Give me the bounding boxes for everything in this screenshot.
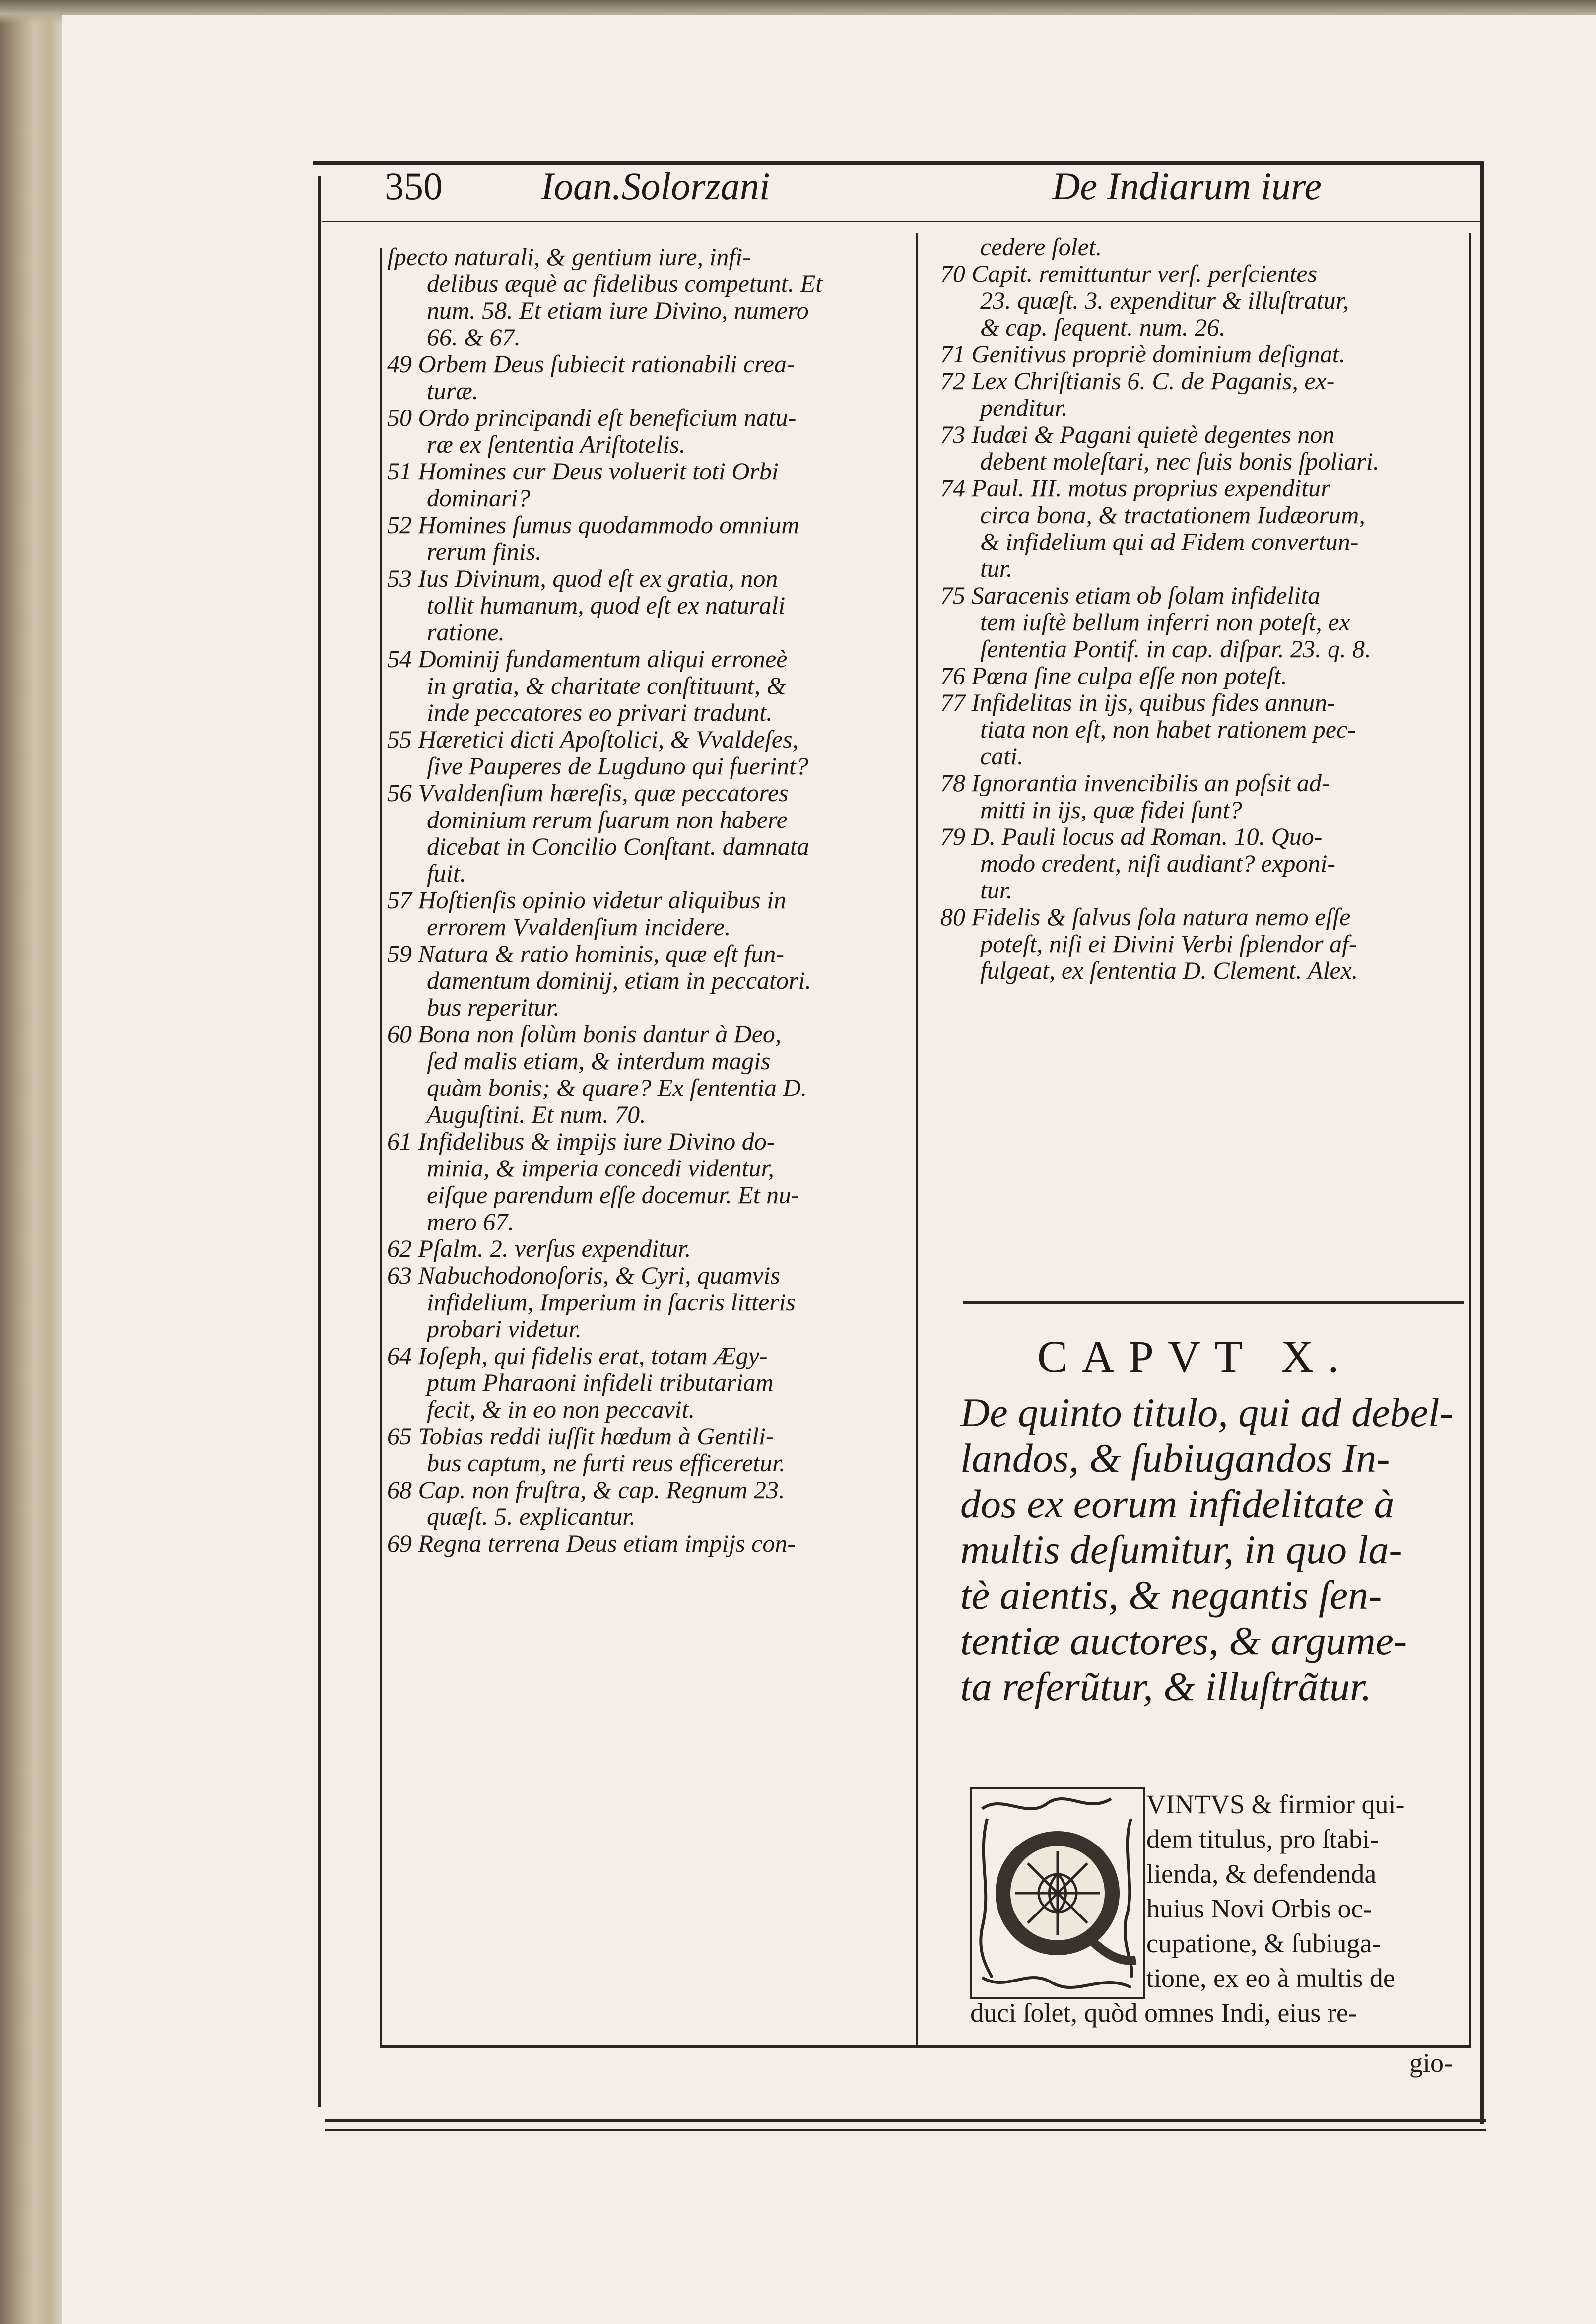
chapter-body [970,1787,1466,2030]
summary-line: cedere ſolet. [980,233,1102,260]
chapter-heading: CAPVT X. [1037,1331,1353,1382]
summary-line: infidelium, Imperium in ſacris litteris [427,1289,796,1315]
frame-right-rule [1480,164,1484,2124]
summary-line: fulgeat, ex ſententia D. Clement. Alex. [980,957,1358,984]
summary-line: delibus æquè ac fidelibus competunt. Et [427,270,823,297]
summary-line: ſed malis etiam, & interdum magis [427,1047,771,1074]
body-line: duci ſolet, quòd omnes Indi, eius re- [970,1998,1357,2028]
summary-line: 64 Ioſeph, qui fidelis erat, totam Ægy- [387,1342,768,1369]
body-line: cupatione, & ſubiuga- [1146,1928,1381,1958]
summary-line: 52 Homines ſumus quodammodo omnium [387,511,799,538]
subtitle-line: De quinto titulo, qui ad debel- [960,1390,1453,1435]
summary-line: 65 Tobias reddi iuſſit hœdum à Gentili- [387,1423,774,1449]
summary-line: 70 Capit. remittuntur verſ. perſcientes [940,260,1318,287]
summary-line: 74 Paul. III. motus proprius expenditur [940,475,1330,501]
summary-line: ptum Pharaoni infideli tributariam [427,1369,774,1396]
summary-line: 71 Genitivus propriè dominium deſignat. [940,341,1346,367]
left-summary-column [387,243,908,1557]
summary-line: ſive Pauperes de Lugduno qui fuerint? [427,752,808,779]
chapter-subtitle [960,1390,1471,1709]
summary-line: dominium rerum ſuarum non habere [427,806,788,833]
body-line: lienda, & defendenda [1146,1859,1377,1889]
column-left-rule [380,248,382,2045]
summary-line: circa bona, & tractationem Iudæorum, [980,501,1365,528]
summary-line: mero 67. [427,1208,514,1235]
summary-line: 59 Natura & ratio hominis, quæ eſt fun- [387,940,785,967]
column-right-rule [1469,233,1471,2045]
summary-line: bus reperitur. [427,994,560,1021]
summary-line: num. 58. Et etiam iure Divino, numero [427,297,809,324]
subtitle-line: dos ex eorum infidelitate à [960,1481,1395,1526]
column-middle-rule [916,233,918,2045]
summary-line: tollit humanum, quod eſt ex naturali [427,592,786,618]
right-summary-column [940,233,1466,984]
summary-line: penditur. [980,394,1068,421]
summary-line: poteſt, niſi ei Divini Verbi ſplendor af- [980,930,1357,957]
summary-line: debent moleſtari, nec ſuis bonis ſpoliari. [980,448,1380,475]
summary-line: eiſque parendum eſſe docemur. Et nu- [427,1181,799,1208]
summary-line: 61 Infidelibus & impijs iure Divino do- [387,1128,775,1155]
summary-line: tiata non eſt, non habet rationem pec- [980,716,1356,743]
summary-line: rerum finis. [427,538,542,565]
summary-line: dominari? [427,484,531,511]
summary-line: 68 Cap. non fruſtra, & cap. Regnum 23. [387,1476,785,1503]
summary-line: 79 D. Pauli locus ad Roman. 10. Quo- [940,823,1323,850]
summary-line: 55 Hæretici dicti Apoſtolici, & Vvaldeſes, [387,726,799,752]
summary-line: 50 Ordo principandi eſt beneficium natu- [387,404,797,431]
summary-line: 69 Regna terrena Deus etiam impijs con- [387,1530,796,1557]
summary-line: fecit, & in eo non peccavit. [427,1396,695,1423]
summary-line: modo credent, niſi audiant? exponi- [980,850,1336,877]
summary-line: inde peccatores eo privari tradunt. [427,699,773,726]
summary-line: bus captum, ne furti reus efficeretur. [427,1449,786,1476]
summary-line: cati. [980,743,1024,769]
summary-line: 53 Ius Divinum, quod eſt ex gratia, non [387,565,778,592]
summary-line: fuit. [427,860,466,887]
summary-line: 49 Orbem Deus ſubiecit rationabili crea- [387,350,795,377]
summary-line: quæſt. 5. explicantur. [427,1503,636,1530]
summary-line: mitti in ijs, quæ fidei ſunt? [980,796,1242,823]
summary-line: 56 Vvaldenſium hæreſis, quæ peccatores [387,779,789,806]
page-number: 350 [385,164,443,207]
summary-line: 72 Lex Chriſtianis 6. C. de Paganis, ex- [940,367,1335,394]
subtitle-line: multis deſumitur, in quo la- [960,1527,1402,1572]
subtitle-line: tentiæ auctores, & argume- [960,1618,1407,1663]
summary-line: probari videtur. [427,1315,582,1342]
body-line: tione, ex eo à multis de [1146,1963,1395,1993]
summary-line: 63 Nabuchodonoſoris, & Cyri, quamvis [387,1262,780,1289]
summary-line: 51 Homines cur Deus voluerit toti Orbi [387,458,779,484]
summary-line: ſententia Pontif. in cap. diſpar. 23. q. 8. [980,635,1371,662]
summary-line: 80 Fidelis & ſalvus ſola natura nemo eſſe [940,903,1351,930]
summary-line: 62 Pſalm. 2. verſus expenditur. [387,1235,691,1262]
summary-line: 76 Pœna ſine culpa eſſe non poteſt. [940,662,1287,689]
frame-bottom-rule-thin [325,2129,1486,2131]
body-line: huius Novi Orbis oc- [1146,1894,1372,1923]
running-head-title: De Indiarum iure [1052,164,1322,207]
subtitle-line: tè aientis, & negantis ſen- [960,1572,1382,1618]
catchword: gio- [1409,2048,1453,2078]
summary-line: 54 Dominij fundamentum aliqui erroneè [387,645,788,672]
book-binding-edge [0,0,62,2324]
summary-line: 66. & 67. [427,324,521,350]
running-head-author: Ioan.Solorzani [541,164,770,207]
summary-line: & cap. ſequent. num. 26. [980,314,1226,341]
summary-line: 75 Saracenis etiam ob ſolam infidelita [940,582,1321,609]
summary-line: damentum dominij, etiam in peccatori. [427,967,811,994]
summary-line: 23. quæſt. 3. expenditur & illuſtratur, [980,287,1349,314]
summary-line: 77 Infidelitas in ijs, quibus fides annun- [940,689,1335,716]
summary-line: dicebat in Concilio Conſtant. damnata [427,833,809,860]
frame-bottom-rule [325,2119,1486,2122]
summary-line: & infidelium qui ad Fidem convertun- [980,528,1359,555]
summary-line: 78 Ignorantia invencibilis an poſsit ad- [940,769,1330,796]
body-line: dem titulus, pro ſtabi- [1146,1824,1379,1854]
header-rule [322,221,1480,222]
summary-line: ratione. [427,618,505,645]
summary-line: 73 Iudæi & Pagani quietè degentes non [940,421,1335,448]
summary-line: tur. [980,877,1013,903]
summary-line: 57 Hoſtienſis opinio videtur aliquibus in [387,887,787,913]
summary-line: tur. [980,555,1013,582]
footer-rule [380,2045,1471,2048]
summary-line: tem iuſtè bellum inferri non poteſt, ex [980,609,1350,635]
summary-line: 60 Bona non ſolùm bonis dantur à Deo, [387,1021,782,1047]
subtitle-line: ta referũtur, & illuſtrãtur. [960,1664,1372,1709]
summary-line: Auguſtini. Et num. 70. [427,1101,646,1128]
frame-left-rule [318,176,321,2107]
summary-line: ræ ex ſententia Ariſtotelis. [427,431,686,458]
summary-line: turæ. [427,377,479,404]
summary-line: ſpecto naturali, & gentium iure, infi- [387,243,751,270]
summary-line: minia, & imperia concedi videntur, [427,1155,774,1181]
body-line: VINTVS & firmior qui- [1146,1789,1405,1819]
summary-line: quàm bonis; & quare? Ex ſententia D. [427,1074,807,1101]
summary-line: in gratia, & charitate conſtituunt, & [427,672,786,699]
subtitle-line: landos, & ſubiugandos In- [960,1435,1390,1481]
summary-line: errorem Vvaldenſium incidere. [427,913,731,940]
chapter-rule [963,1301,1464,1304]
